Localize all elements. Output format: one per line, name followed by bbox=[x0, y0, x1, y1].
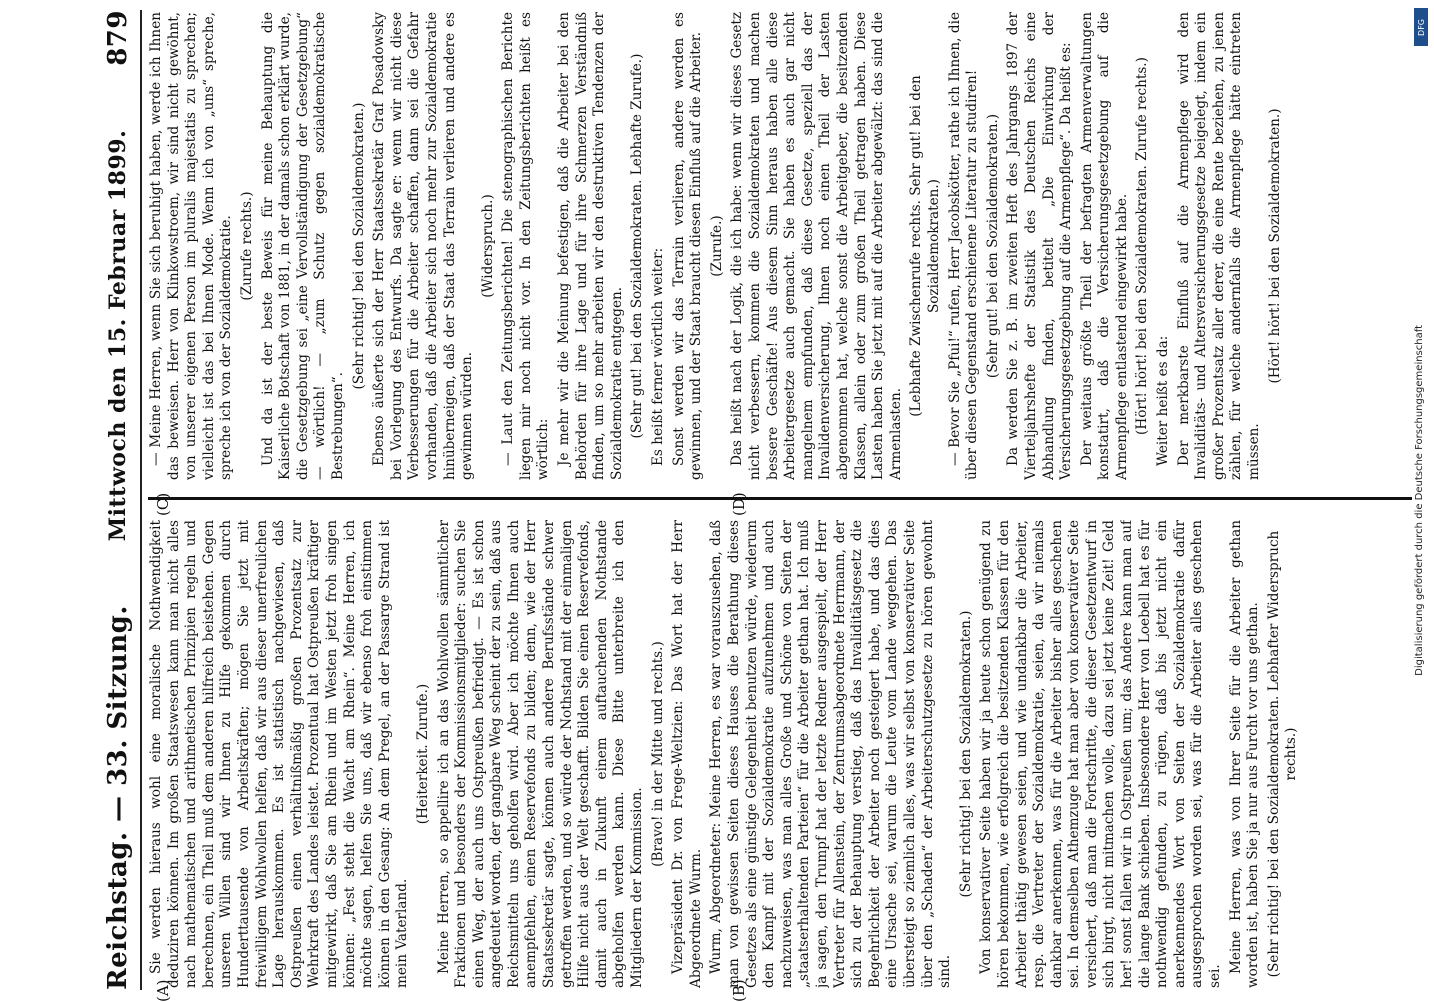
right-column-paragraph: (Zurufe rechts.) bbox=[238, 191, 255, 301]
margin-marker-b: (B) bbox=[730, 979, 748, 1002]
right-column-paragraph: Und da ist der beste Beweis für meine Behauptung die Kaiserliche Botschaft von 1881, in der damals schon erklärt wurde, die Gesetzgebung sei „eine Vervollständigung der Gesetzgebung“ — wörtlich! — „zum Schutz gegen sozialdemokratische Bestrebungen“. bbox=[259, 12, 346, 480]
left-column-paragraph: Wurm, Abgeordneter: Meine Herren, es war vorauszusehen, daß man von gewissen Seiten dieses Hauses die Berathung dieses Gesetzes als eine günstige Gelegenheit benutzen würde, wiederum den Kampf mit der Sozialdemokratie aufzunehmen und auch nachzuweisen, was man alles Große und Schöne von Seiten der „staatserhaltenden Parteien“ für die Arbeiter gethan hat. Ich muß ja sagen, den Trumpf hat der letzte Redner ausgespielt, der Herr Vertreter für Allenstein, der Zentrumsabgeordnete Herrmann, der sich zu der Behauptung verstieg, daß das Invaliditätsgesetz die Begehrlichkeit der Arbeiter noch gesteigert habe, und das dies eine Ursache sei, warum die Leute vom Lande weggehen. Das übersteigt so ziemlich alles, was wir selbst von konservativer Seite über den „Schaden“ der Arbeiterschutzgesetze zu hören gewohnt sind. bbox=[708, 520, 954, 988]
right-column-paragraph: (Sehr richtig! bei den Sozialdemokraten.) bbox=[350, 102, 367, 390]
right-column-paragraph: — Meine Herren, wenn Sie sich beruhigt haben, werde ich Ihnen das beweisen. Herr von Klinkowstroem, wir sind nicht gewöhnt, von unserer eigenen Person im pluralis majestatis zu sprechen; vielleicht ist das bei Ihnen Mode. Wenn ich von „uns“ spreche, spreche ich von der Sozialdemokratie. bbox=[148, 12, 235, 480]
right-column-paragraph: Ebenso äußerte sich der Herr Staatssekretär Graf Posadowsky bei Vorlegung des Entwurfs. Da sagte er: wenn wir nicht diese Verbesserungen für die Arbeiter schaffen, dann sei die Gefahr vorhanden, daß die Arbeiter sich noch mehr zur Sozialdemokratie hinüberneigen, daß der Staat das Terrain verlieren und andere es gewinnen würden. bbox=[371, 12, 476, 480]
right-column-paragraph: Da werden Sie z. B. im zweiten Heft des Jahrgangs 1897 der Vierteljahrshefte der Statistik des Deutschen Reichs eine Abhandlung finden, betitelt „Die Einwirkung der Versicherungsgesetzgebung auf die Armenpflege“. Da heißt es: bbox=[1005, 12, 1075, 480]
margin-marker-a: (A) bbox=[154, 979, 172, 1002]
page-number: 879 bbox=[103, 10, 133, 66]
left-column-paragraph: (Sehr richtig! bei den Sozialdemokraten.) bbox=[957, 610, 974, 898]
right-column-paragraph: Sonst werden wir das Terrain verlieren, andere werden es gewinnen, und der Staat braucht diesen Einfluß auf die Arbeiter. bbox=[670, 12, 705, 480]
right-column-paragraph: (Widerspruch.) bbox=[479, 194, 496, 298]
right-column-paragraph: Der merkbarste Einfluß auf die Armenpflege wird den Invaliditäts- und Altersversicherungsgesetze beigelegt, indem ein großer Prozentsatz aller derer, die eine Rente beziehen, zu jenen zählen, für welche andernfalls die Armenpflege hätte eintreten müssen. bbox=[1175, 12, 1263, 480]
right-column-paragraph: Je mehr wir die Meinung befestigen, daß die Arbeiter bei den Behörden für ihre Lage und für ihre Schmerzen Verständniß finden, um so mehr arbeiten wir den destruktiven Tendenzen der Sozialdemokratie entgegen. bbox=[556, 12, 625, 480]
column-divider bbox=[148, 497, 1412, 500]
dfg-logo-text: DFG bbox=[1416, 18, 1426, 36]
left-column-paragraph: (Sehr richtig! bei den Sozialdemokraten. Lebhafter Widerspruch rechts.) bbox=[1265, 530, 1300, 978]
digitization-note bbox=[1406, 20, 1432, 980]
header-rule bbox=[140, 10, 142, 990]
right-column-paragraph: (Sehr gut! bei den Sozialdemokraten.) bbox=[984, 113, 1001, 379]
right-column-paragraph: — Bevor Sie „Pfui!“ rufen, Herr Jacobskötter, rathe ich Ihnen, die über diesen Gegenstand erschienene Literatur zu studiren! bbox=[946, 12, 981, 480]
left-column-paragraph: (Bravo! in der Mitte und rechts.) bbox=[649, 641, 666, 867]
right-column-paragraph: Der weitaus größte Theil der befragten Armenverwaltungen konstatirt, daß die Versicherungsgesetzgebung auf die Armenpflege entlastend eingewirkt habe. bbox=[1078, 12, 1130, 480]
right-column-paragraph: — Laut den Zeitungsberichten! Die stenographischen Berichte liegen mir noch nicht vor. In den Zeitungsberichten heißt es wörtlich: bbox=[500, 12, 552, 480]
digitization-note-text: Digitalisierung gefördert durch die Deutsche Forschungsgemeinschaft bbox=[1413, 324, 1425, 676]
left-column-paragraph: Vizepräsident Dr. von Frege-Weltzien: Das Wort hat der Herr Abgeordnete Wurm. bbox=[670, 520, 704, 988]
header-left: Reichstag. — 33. Sitzung. bbox=[103, 605, 133, 990]
right-column-paragraph: (Sehr gut! bei den Sozialdemokraten. Lebhafte Zurufe.) bbox=[629, 53, 646, 439]
margin-marker-d: (D) bbox=[730, 492, 748, 516]
left-column-paragraph: Von konservativer Seite haben wir ja heute schon genügend zu hören bekommen, wie erfolgreich die besitzenden Klassen für den Arbeiter thätig gewesen seien, und wie undankbar die Arbeiter, resp. die Vertreter der Sozialdemokratie, seien, da wir niemals dankbar anerkennen, was für die Arbeiter bisher alles geschehen sei. In demselben Athemzuge hat man aber von konservativer Seite versichert, daß man die Fortschritte, die dieser Gesetzentwurf in sich birgt, nicht mitmachen wolle, dazu sei jetzt keine Zeit! Geld her! sonst fallen wir in Ostpreußen um; das Andere kann man auf die lange Bank schieben. Insbesondere Herr von Loebell hat es für nothwendig gefunden, zu rügen, daß bis jetzt nicht ein anerkennendes Wort von Seiten der Sozialdemokratie dafür ausgesprochen worden sei, was für die Arbeiter alles geschehen sei. bbox=[978, 520, 1224, 988]
header-date: Mittwoch den 15. Februar 1899. bbox=[105, 129, 131, 542]
page-header bbox=[98, 10, 138, 990]
right-column-paragraph: Das heißt nach der Logik, die ich habe: wenn wir dieses Gesetz nicht verbessern, kommen die Sozialdemokraten und machen bessere Geschäfte! Aus diesem Sinn heraus haben alle diese Arbeitergesetze auch gemacht. Sie haben es auch gar nicht mangelnem empfunden, daß diese Gesetze, speziell das der Invalidenversicherung, Ihnen noch einen Theil der Lasten abgenommen hat, welche sonst die Arbeitgeber, die besitzenden Klassen, allein oder zum großen Theil getragen haben. Diese Lasten haben Sie jetzt mit auf die Arbeiter abgewälzt: das sind die Armenlasten. bbox=[729, 12, 904, 480]
margin-marker-c: (C) bbox=[154, 492, 172, 516]
right-column bbox=[148, 12, 1412, 480]
right-column-paragraph: (Zurufe.) bbox=[708, 215, 725, 277]
left-column-paragraph: Meine Herren, so appellire ich an das Wohlwollen sämmtlicher Fraktionen und besonders der Kommissionsmitglieder: suchen Sie einen Weg, der auch uns Ostpreußen befriedigt. — Es ist schon angedeutet worden, der gangbare Weg scheint der zu sein, daß aus Reichsmitteln uns geholfen wird. Aber ich möchte Ihnen auch anempfehlen, einen Reservefonds zu bilden; denn, wie der Herr Staatssekretär sagte, können auch andere Berufsstände schwer getroffen werden, und so würde der Nothstand mit der einmaligen Hilfe nicht aus der Welt geschafft. Bilden Sie einen Reservefonds, damit auch in Zukunft einem auftauchenden Nothstande abgeholfen werden kann. Diese Bitte unterbreite ich den Mitgliedern der Kommission. bbox=[435, 520, 646, 988]
right-column-paragraph: Es heißt ferner wörtlich weiter: bbox=[650, 247, 667, 466]
left-column-paragraph: (Heiterkeit. Zurufe.) bbox=[414, 683, 431, 825]
document-page bbox=[90, 0, 1420, 1000]
right-column-paragraph: (Hört! hört! bei den Sozialdemokraten. Zurufe rechts.) bbox=[1134, 57, 1151, 435]
left-column bbox=[148, 520, 1412, 988]
left-column-paragraph: Sie werden hieraus wohl eine moralische Nothwendigkeit deduziren können. Im großen Staatswesen kann man nicht alles nach mathematischen und arithmetischen Prinzipien regeln und berechnen, ein Theil muß dem anderen hilfreich beistehen. Gegen unseren Willen sind wir Ihnen zu Hilfe gekommen durch Hunderttausende von Arbeitskräften; mögen Sie jetzt mit freiwilligem Wohlwollen helfen, daß wir aus dieser unerfreulichen Lage herauskommen. Es ist statistisch nachgewiesen, daß Ostpreußen einen verhältnißmäßig großen Prozentsatz zur Wehrkraft des Landes leistet. Prozentual hat Ostpreußen kräftiger mitgewirkt, daß Sie am Rhein und im Westen jetzt froh singen können: „Fest steht die Wacht am Rhein“. Meine Herren, ich möchte sagen, helfen Sie uns, daß wir ebenso froh einstimmen können in den Gesang: An dem Pregel, an der Passarge Strand ist mein Vaterland. bbox=[148, 520, 411, 988]
right-column-paragraph: Weiter heißt es da: bbox=[1155, 335, 1172, 466]
left-column-paragraph: Meine Herren, was von Ihrer Seite für die Arbeiter gethan worden ist, haben Sie ja nur aus Furcht vor uns gethan. bbox=[1227, 520, 1262, 988]
right-column-paragraph: (Hört! hört! bei den Sozialdemokraten.) bbox=[1266, 108, 1283, 384]
right-column-paragraph: (Lebhafte Zwischenrufe rechts. Sehr gut! bei den Sozialdemokraten.) bbox=[908, 75, 942, 417]
